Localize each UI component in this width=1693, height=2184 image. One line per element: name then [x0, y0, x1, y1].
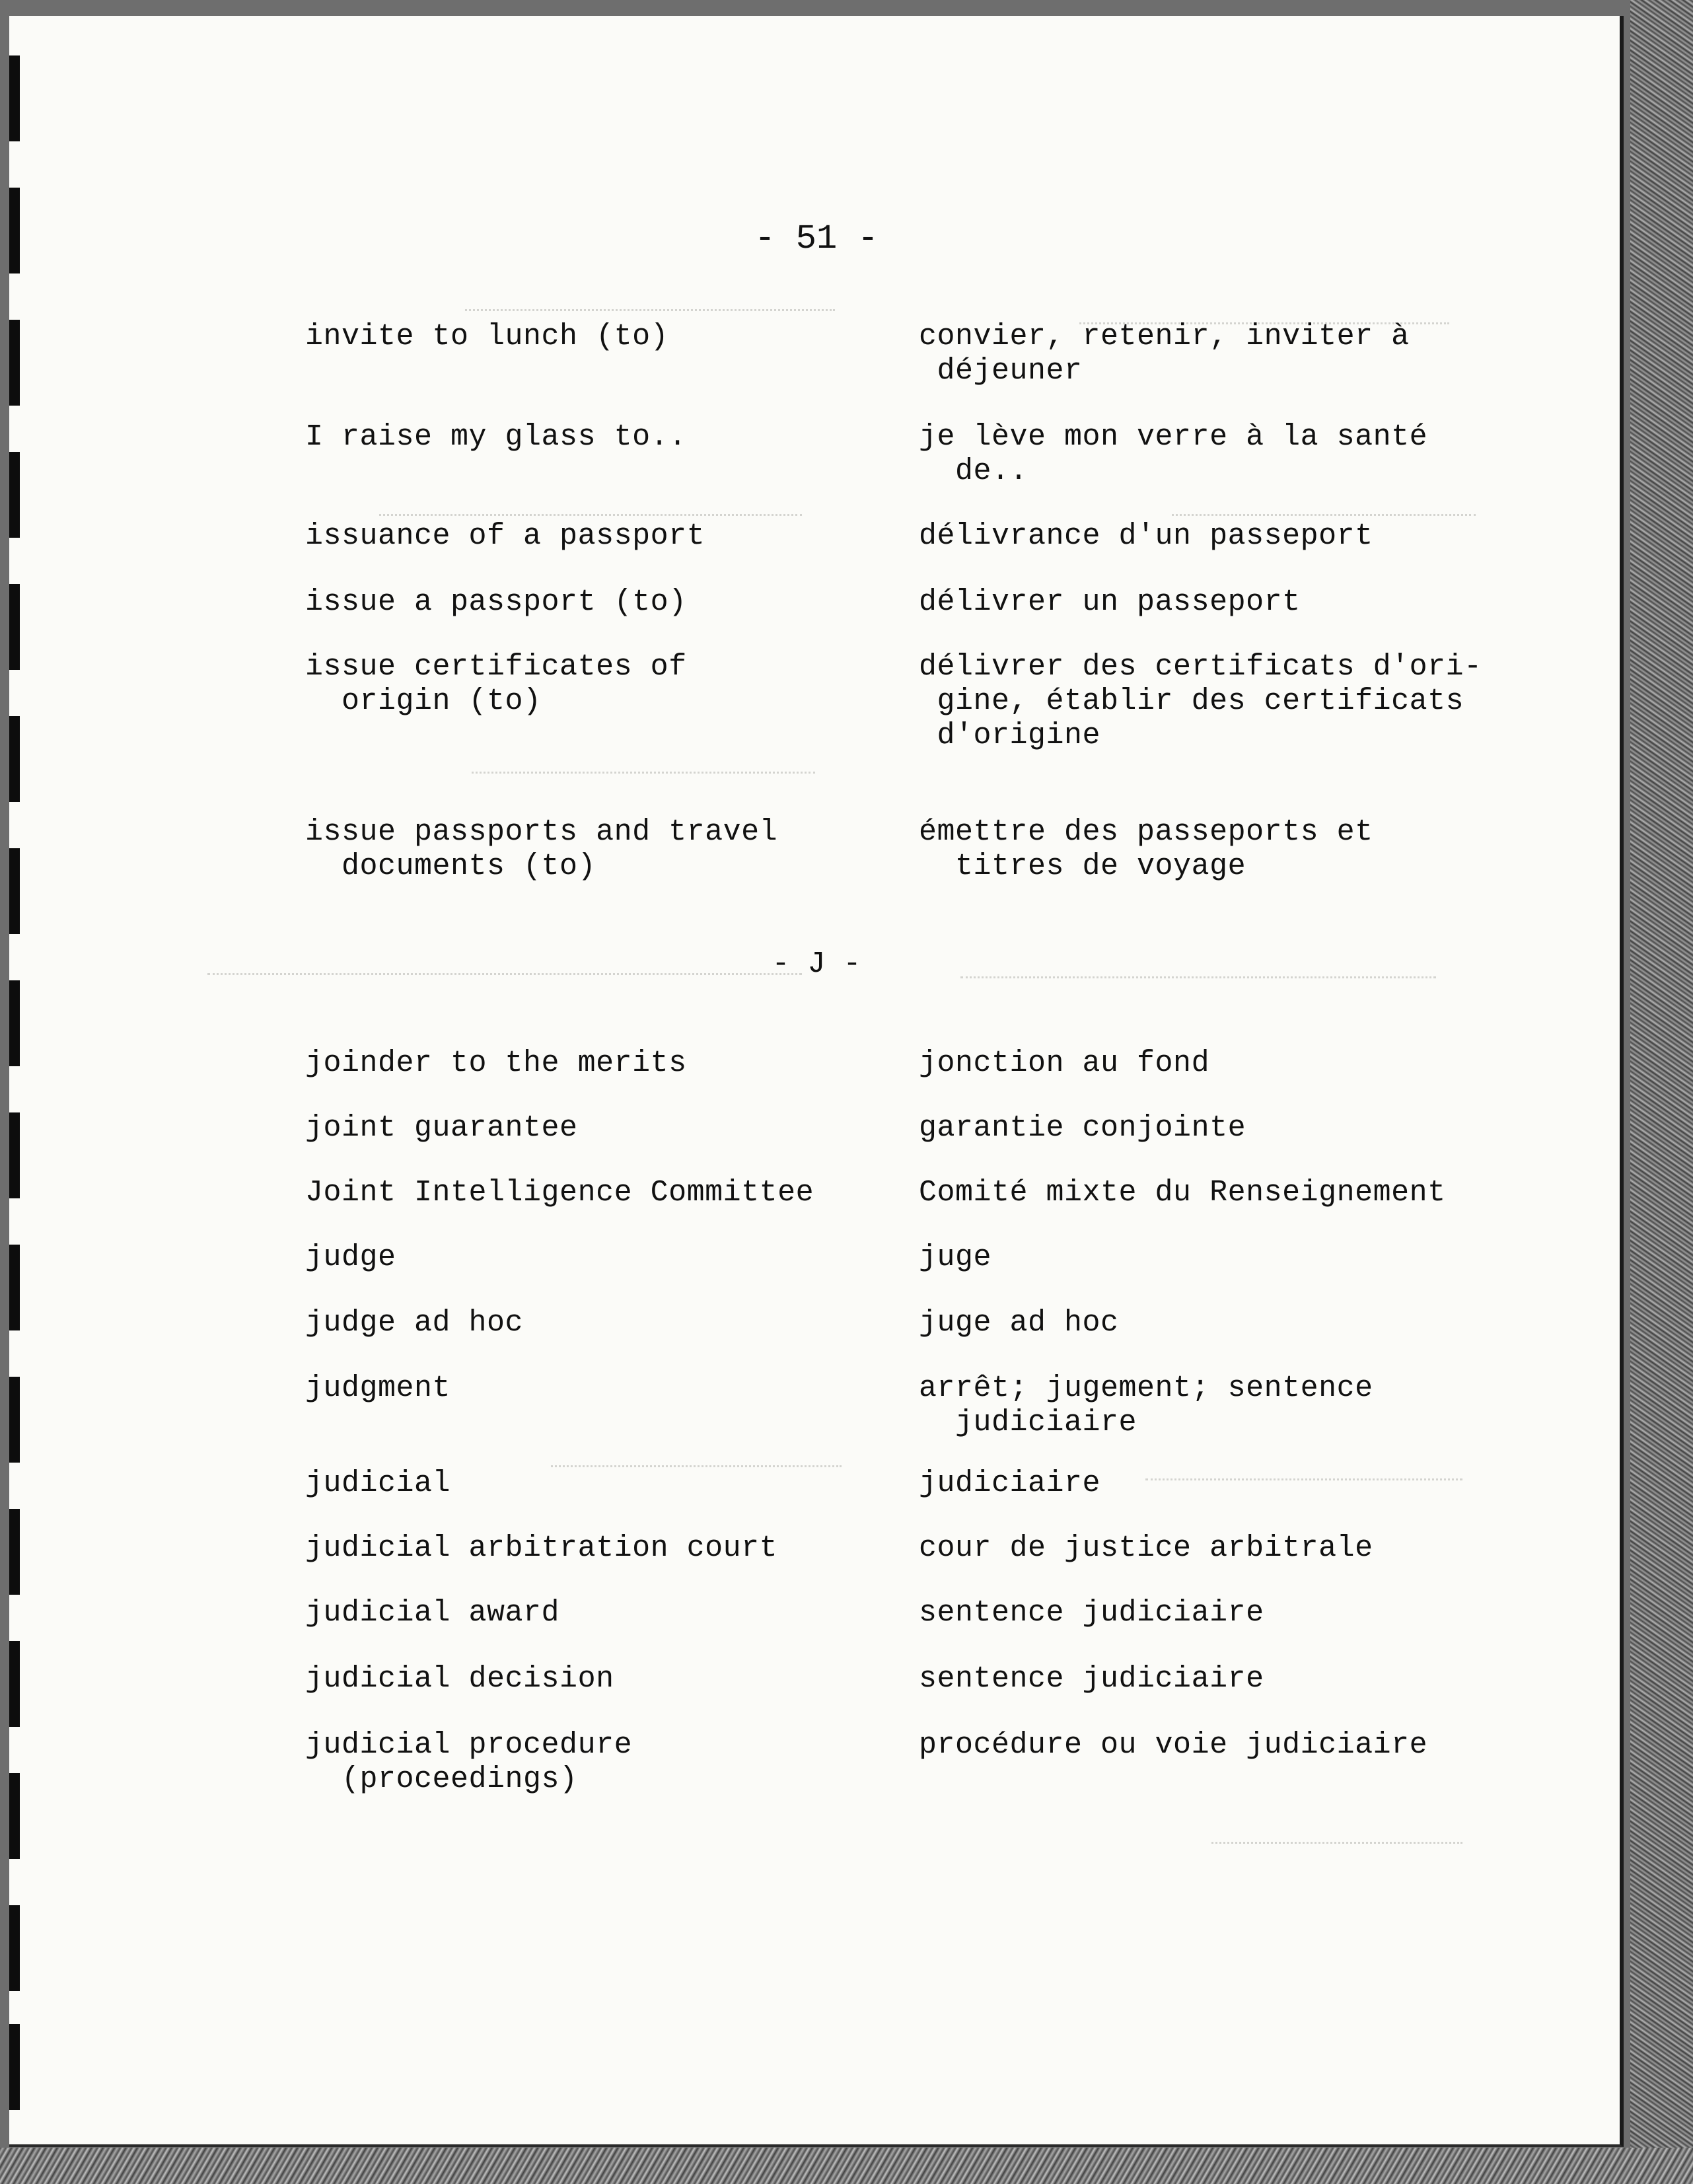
entry-french: je lève mon verre à la santé de..	[919, 420, 1428, 488]
entry-french: juge	[919, 1241, 992, 1274]
bleed-through	[465, 287, 835, 311]
bleed-through	[1172, 491, 1476, 516]
binding-hole	[9, 1641, 20, 1727]
binding-hole	[9, 452, 20, 538]
entry-english: Joint Intelligence Committee	[305, 1176, 814, 1210]
binding-hole	[9, 980, 20, 1066]
bleed-through	[1211, 1819, 1462, 1844]
entry-english: judicial procedure (proceedings)	[305, 1728, 633, 1796]
binding-holes	[9, 55, 22, 2090]
binding-hole	[9, 584, 20, 670]
entry-french: sentence judiciaire	[919, 1662, 1264, 1696]
entry-english: judge	[305, 1241, 396, 1274]
entry-english: judicial decision	[305, 1662, 614, 1696]
entry-english: judicial award	[305, 1596, 560, 1630]
entry-english: issuance of a passport	[305, 519, 705, 553]
binding-hole	[9, 1509, 20, 1595]
binding-hole	[9, 1905, 20, 1991]
entry-french: sentence judiciaire	[919, 1596, 1264, 1630]
scan-edge-right	[1630, 0, 1693, 2184]
binding-hole	[9, 1773, 20, 1859]
entry-english: joinder to the merits	[305, 1046, 687, 1080]
entry-english: judgment	[305, 1371, 451, 1405]
entry-french: juge ad hoc	[919, 1306, 1119, 1340]
entry-french: convier, retenir, inviter à déjeuner	[919, 320, 1410, 388]
binding-hole	[9, 55, 20, 141]
entry-english: judicial	[305, 1467, 451, 1500]
entry-french: Comité mixte du Renseignement	[919, 1176, 1446, 1210]
entry-french: délivrer un passeport	[919, 585, 1301, 619]
entry-english: judicial arbitration court	[305, 1531, 778, 1565]
entry-english: issue passports and travel documents (to)	[305, 815, 778, 883]
document-page	[9, 16, 1624, 2147]
binding-hole	[9, 1245, 20, 1330]
bleed-through	[551, 1443, 842, 1467]
entry-english: judge ad hoc	[305, 1306, 524, 1340]
binding-hole	[9, 1112, 20, 1198]
entry-english: invite to lunch (to)	[305, 320, 669, 353]
entry-french: délivrance d'un passeport	[919, 519, 1373, 553]
binding-hole	[9, 1377, 20, 1463]
page-number: - 51 -	[754, 219, 879, 258]
entry-english: joint guarantee	[305, 1111, 578, 1145]
entry-french: garantie conjointe	[919, 1111, 1246, 1145]
scan-edge-bottom	[0, 2148, 1693, 2184]
binding-hole	[9, 320, 20, 406]
entry-french: procédure ou voie judiciaire	[919, 1728, 1428, 1762]
entry-english: issue a passport (to)	[305, 585, 687, 619]
entry-french: arrêt; jugement; sentence judiciaire	[919, 1371, 1373, 1439]
entry-french: jonction au fond	[919, 1046, 1210, 1080]
binding-hole	[9, 848, 20, 934]
binding-hole	[9, 716, 20, 802]
bleed-through	[472, 749, 815, 774]
entry-french: émettre des passeports et titres de voyage	[919, 815, 1373, 883]
bleed-through	[1145, 1456, 1462, 1480]
binding-hole	[9, 2024, 20, 2110]
entry-english: I raise my glass to..	[305, 420, 687, 454]
entry-french: judiciaire	[919, 1467, 1101, 1500]
entry-english: issue certificates of origin (to)	[305, 650, 687, 718]
section-heading-letter: - J -	[772, 947, 861, 981]
entry-french: cour de justice arbitrale	[919, 1531, 1373, 1565]
bleed-through	[379, 491, 802, 516]
entry-french: délivrer des certificats d'ori- gine, établir des certificats d'origine	[919, 650, 1482, 752]
